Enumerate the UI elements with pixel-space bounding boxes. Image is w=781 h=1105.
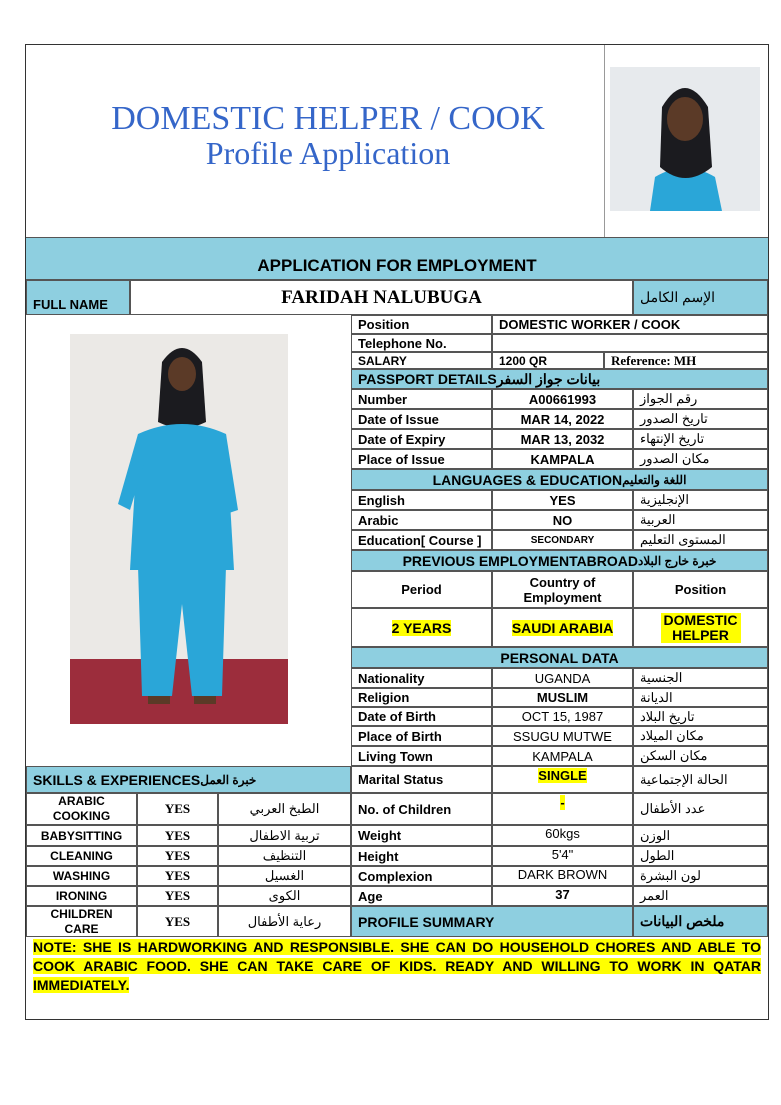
full-body-photo	[70, 334, 288, 724]
age-label: Age	[351, 886, 492, 906]
prev-position-value: DOMESTIC HELPER	[661, 613, 741, 643]
complexion-value: DARK BROWN	[492, 866, 633, 886]
skills-heading: SKILLS & EXPERIENCES	[33, 771, 201, 788]
passport-number-label: Number	[351, 389, 492, 409]
height-label: Height	[351, 846, 492, 866]
application-heading: APPLICATION FOR EMPLOYMENT	[257, 256, 537, 275]
birth-date-label: Date of Birth	[351, 707, 492, 726]
height-label-ar: الطول	[633, 846, 768, 866]
skill-arabic-cooking-value: YES	[137, 793, 218, 825]
living-town-label: Living Town	[351, 746, 492, 766]
profile-summary-heading-ar: ملخص البيانات	[633, 906, 768, 937]
period-cell	[351, 608, 492, 647]
english-label: English	[351, 490, 492, 510]
education-value: SECONDARY	[492, 530, 633, 550]
reference: Reference: MH	[604, 352, 768, 369]
issue-date-label-ar: تاريخ الصدور	[633, 409, 768, 429]
birth-date-value: OCT 15, 1987	[492, 707, 633, 726]
children-cell	[492, 793, 633, 825]
english-label-ar: الإنجليزية	[633, 490, 768, 510]
birth-place-value: SSUGU MUTWE	[492, 726, 633, 746]
children-label: No. of Children	[351, 793, 492, 825]
weight-label-ar: الوزن	[633, 825, 768, 846]
complexion-label-ar: لون البشرة	[633, 866, 768, 886]
passport-heading-ar: بيانات جواز السفر	[496, 370, 601, 387]
birth-place-label-ar: مكان الميلاد	[633, 726, 768, 746]
arabic-label-ar: العربية	[633, 510, 768, 530]
skill-arabic-cooking-label: ARABIC COOKING	[26, 793, 137, 825]
full-name-value: FARIDAH NALUBUGA	[130, 280, 633, 315]
weight-label: Weight	[351, 825, 492, 846]
passport-number-label-ar: رقم الجواز	[633, 389, 768, 409]
skill-cleaning-label: CLEANING	[26, 846, 137, 866]
skill-children-care-label: CHILDREN CARE	[26, 906, 137, 937]
marital-status-value: SINGLE	[538, 768, 587, 783]
salary-label: SALARY	[351, 352, 492, 369]
telephone-value	[492, 334, 768, 352]
passport-heading: PASSPORT DETAILS	[358, 371, 497, 387]
skill-washing-label: WASHING	[26, 866, 137, 886]
nationality-label: Nationality	[351, 668, 492, 688]
arabic-value: NO	[492, 510, 633, 530]
skill-cleaning-label-ar: التنظيف	[218, 846, 351, 866]
skill-cleaning-value: YES	[137, 846, 218, 866]
marital-status-label-ar: الحالة الإجتماعية	[633, 766, 768, 793]
skill-washing-label-ar: الغسيل	[218, 866, 351, 886]
age-label-ar: العمر	[633, 886, 768, 906]
nationality-value: UGANDA	[492, 668, 633, 688]
period-value: 2 YEARS	[391, 619, 452, 636]
issue-place-label: Place of Issue	[351, 449, 492, 469]
birth-date-label-ar: تاريخ البلاد	[633, 707, 768, 726]
expiry-date-value: MAR 13, 2032	[492, 429, 633, 449]
marital-status-label: Marital Status	[351, 766, 492, 793]
employment-heading-row	[351, 550, 768, 571]
nationality-label-ar: الجنسية	[633, 668, 768, 688]
languages-heading: LANGUAGES & EDUCATION	[432, 471, 623, 488]
birth-place-label: Place of Birth	[351, 726, 492, 746]
languages-heading-row	[351, 469, 768, 490]
position-column-header: Position	[633, 571, 768, 608]
employment-heading-ar: خبرة خارج البلاد	[638, 553, 717, 568]
arabic-label: Arabic	[351, 510, 492, 530]
education-label: Education[ Course ]	[351, 530, 492, 550]
children-label-ar: عدد الأطفال	[633, 793, 768, 825]
employment-heading: PREVIOUS EMPLOYMENTABROAD	[402, 552, 639, 569]
issue-date-value: MAR 14, 2022	[492, 409, 633, 429]
position-label: Position	[351, 315, 492, 334]
headshot-photo	[610, 67, 760, 211]
expiry-date-label-ar: تاريخ الإنتهاء	[633, 429, 768, 449]
full-name-label: FULL NAME	[26, 280, 130, 315]
prev-position-cell	[633, 608, 768, 647]
skills-heading-ar: خبرة العمل	[200, 772, 257, 787]
salary-value: 1200 QR	[492, 352, 604, 369]
complexion-label: Complexion	[351, 866, 492, 886]
skill-washing-value: YES	[137, 866, 218, 886]
country-cell	[492, 608, 633, 647]
living-town-value: KAMPALA	[492, 746, 633, 766]
living-town-label-ar: مكان السكن	[633, 746, 768, 766]
expiry-date-label: Date of Expiry	[351, 429, 492, 449]
skill-arabic-cooking-label-ar: الطبخ العربي	[218, 793, 351, 825]
skills-heading-row	[26, 766, 351, 793]
education-label-ar: المستوى التعليم	[633, 530, 768, 550]
religion-label-ar: الديانة	[633, 688, 768, 707]
skill-ironing-label: IRONING	[26, 886, 137, 906]
weight-value: 60kgs	[492, 825, 633, 846]
issue-place-label-ar: مكان الصدور	[633, 449, 768, 469]
passport-heading-row	[351, 369, 768, 389]
personal-heading: PERSONAL DATA	[351, 647, 768, 668]
skill-babysitting-label-ar: تربية الاطفال	[218, 825, 351, 846]
issue-place-value: KAMPALA	[492, 449, 633, 469]
passport-number-value: A00661993	[492, 389, 633, 409]
telephone-label: Telephone No.	[351, 334, 492, 352]
english-value: YES	[492, 490, 633, 510]
languages-heading-ar: اللغة والتعليم	[622, 472, 687, 487]
issue-date-label: Date of Issue	[351, 409, 492, 429]
profile-summary-heading: PROFILE SUMMARY	[351, 906, 633, 937]
full-name-label-ar: الإسم الكامل	[633, 280, 768, 315]
skill-children-care-value: YES	[137, 906, 218, 937]
religion-value: MUSLIM	[492, 688, 633, 707]
marital-status-cell	[492, 766, 633, 793]
document-title: DOMESTIC HELPER / COOK	[111, 100, 545, 137]
skill-ironing-value: YES	[137, 886, 218, 906]
period-column-header: Period	[351, 571, 492, 608]
profile-summary-note-wrap	[33, 938, 761, 995]
religion-label: Religion	[351, 688, 492, 707]
position-value: DOMESTIC WORKER / COOK	[492, 315, 768, 334]
country-value: SAUDI ARABIA	[511, 619, 614, 636]
skill-babysitting-label: BABYSITTING	[26, 825, 137, 846]
profile-summary-note: NOTE: SHE IS HARDWORKING AND RESPONSIBLE. SHE CAN DO HOUSEHOLD CHORES AND ABLE TO COOK ARABIC FOOD. SHE CAN TAKE CARE OF KIDS. READY AND WILLING TO WORK IN QATAR IMMEDIATELY.	[33, 939, 761, 993]
skill-children-care-label-ar: رعاية الأطفال	[218, 906, 351, 937]
country-column-header: Country of Employment	[492, 571, 633, 608]
height-value: 5'4"	[492, 846, 633, 866]
children-value: -	[560, 795, 565, 810]
age-value: 37	[492, 886, 633, 906]
skill-babysitting-value: YES	[137, 825, 218, 846]
skill-ironing-label-ar: الكوى	[218, 886, 351, 906]
document-subtitle: Profile Application	[205, 135, 451, 171]
